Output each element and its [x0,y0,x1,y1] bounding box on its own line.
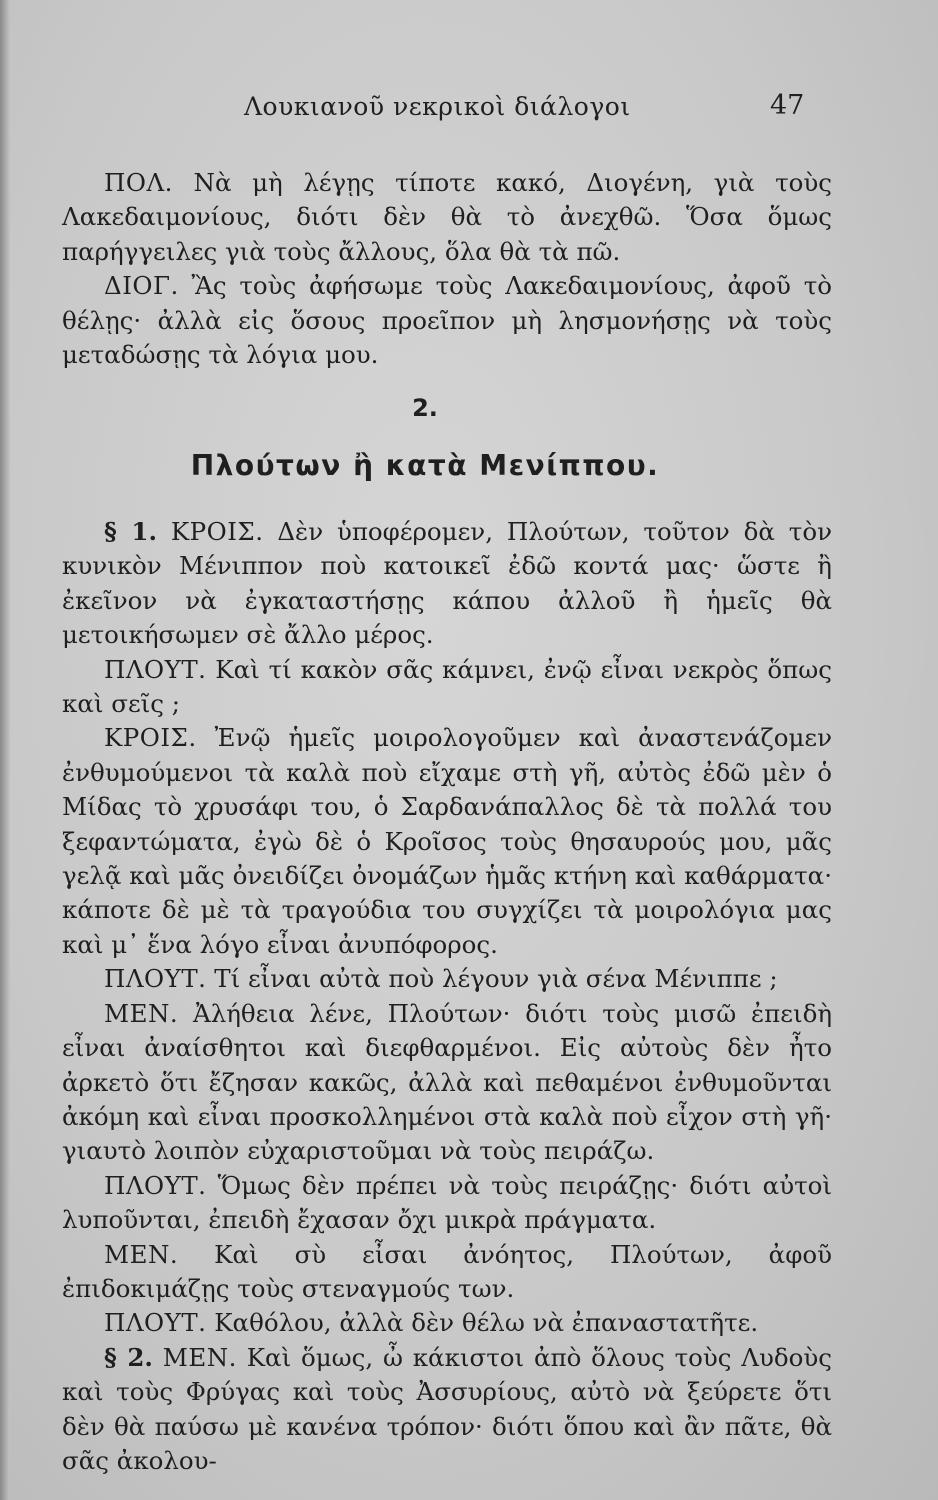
paragraph-text: Ἐνῷ ἡμεῖς μοιρολογοῦμεν καὶ ἀναστενάζομεν ἐνθυμούμενοι τὰ καλὰ ποὺ εἴχαμε στὴ γῆ, αὐτὸς ἐδῶ μὲν ὁ Μίδας τὸ χρυσάφι του, ὁ Σαρδανάπαλλος δὲ τὰ πολλά του ξεφαντώματα, ἐγὼ δὲ ὁ Κροῖσος τοὺς θησαυρούς μου, μᾶς γελᾷ καὶ μᾶς ὀνειδίζει ὀνομάζων ἡμᾶς κτήνη καὶ καθάρματα· κάποτε δὲ μὲ τὰ τραγούδια του συγχίζει τὰ μοιρολόγια μας καὶ μ᾽ ἕνα λόγο εἶναι ἀνυπόφορος. [62,723,832,959]
page-gutter [0,0,10,1500]
paragraph [62,1306,832,1340]
paragraph [62,1341,832,1479]
speaker-label: ΜΕΝ. [104,1239,179,1269]
speaker-label: ΠΟΛ. [104,168,173,197]
paragraph [62,721,832,962]
speaker-label: ΚΡΟΙΣ. [170,517,264,546]
page-number: 47 [770,90,805,121]
paragraph [62,997,832,1169]
paragraph-text: Καθόλου, ἀλλὰ δὲν θέλω νὰ ἐπαναστατῆτε. [206,1308,759,1338]
speaker-label: ΠΛΟΥΤ. [104,1170,207,1200]
paragraph-text: Καὶ σὺ εἶσαι ἀνόητος, Πλούτων, ἀφοῦ ἐπιδοκιμάζῃς τοὺς στεναγμούς των. [62,1239,832,1303]
paragraph-text: Τί εἶναι αὐτὰ ποὺ λέγουν γιὰ σένα Μένιππε ; [206,964,778,994]
running-header [0,92,938,132]
paragraph-text: Ὅμως δὲν πρέπει νὰ τοὺς πειράζῃς· διότι αὐτοὶ λυποῦνται, ἐπειδὴ ἔχασαν ὄχι μικρὰ πράγματα. [62,1170,832,1235]
paragraph-text: Δὲν ὑποφέρομεν, Πλούτων, τοῦτον δὰ τὸν κυνικὸν Μένιππον ποὺ κατοικεῖ ἐδῶ κοντά μας· ὥστε ἢ ἐκεῖνον νὰ ἐγκαταστήσῃς κάπου ἀλλοῦ ἢ ἡμεῖς θὰ μετοικήσωμεν σὲ ἄλλο μέρος. [62,517,833,650]
paragraph [62,1238,832,1307]
dialogue-block-current [62,515,832,1478]
paragraph [62,269,832,372]
speaker-label: ΠΛΟΥΤ. [104,964,207,994]
paragraph-text: Νὰ μὴ λέγῃς τίποτε κακό, Διογένη, γιὰ τοὺς Λακεδαιμονίους, διότι δὲν θὰ τὸ ἀνεχθῶ. Ὅσα ὅμως παρήγγειλες γιὰ τοὺς ἄλλους, ὅλα θὰ τὰ πῶ. [62,168,832,266]
section-marker: § 2. [104,1342,153,1372]
paragraph-text: Καὶ τί κακὸν σᾶς κάμνει, ἐνῷ εἶναι νεκρὸς ὅπως καὶ σεῖς ; [62,654,832,719]
paragraph-text: Ἀλήθεια λένε, Πλούτων· διότι τοὺς μισῶ ἐπειδὴ εἶναι ἀναίσθητοι καὶ διεφθαρμένοι. Εἰς αὐτοὺς δὲν ἦτο ἀρκετὸ ὅτι ἔζησαν κακῶς, ἀλλὰ καὶ πεθαμένοι ἐνθυμοῦνται ἀκόμη καὶ εἶναι προσκολλημένοι στὰ καλὰ ποὺ εἶχον στὴ γῆ· γιαυτὸ λοιπὸν εὐχαριστοῦμαι νὰ τοὺς πειράζω. [62,998,832,1166]
paragraph [62,1169,832,1238]
speaker-label: ΜΕΝ. [162,1342,237,1372]
running-title: Λουκιανοῦ νεκρικοὶ διάλογοι [244,92,631,121]
paragraph-text: Ἂς τοὺς ἀφήσωμε τοὺς Λακεδαιμονίους, ἀφοῦ τὸ θέλῃς· ἀλλὰ εἰς ὅσους προεῖπον μὴ λησμονήσῃς νὰ τοὺς μεταδώσῃς τὰ λόγια μου. [62,271,832,370]
paragraph [62,962,832,996]
paragraph [62,515,832,653]
speaker-label: ΚΡΟΙΣ. [104,723,197,753]
paragraph [62,166,832,269]
dialogue-block-previous [62,166,832,372]
speaker-label: ΠΛΟΥΤ. [104,654,207,684]
speaker-label: ΔΙΟΓ. [104,271,179,301]
section-marker: § 1. [104,517,157,546]
speaker-label: ΜΕΝ. [104,998,179,1028]
paragraph [62,653,832,722]
paragraph-text: Καὶ ὅμως, ὦ κάκιστοι ἀπὸ ὅλους τοὺς Λυδοὺς καὶ τοὺς Φρύγας καὶ τοὺς Ἀσσυρίους, αὐτὸ νὰ ξεύρετε ὅτι δὲν θὰ παύσω μὲ κανένα τρόπον· διότι ὅπου καὶ ἂν πᾶτε, θὰ σᾶς ἀκολου- [62,1342,833,1475]
section-number: 2. [412,394,438,422]
speaker-label: ΠΛΟΥΤ. [104,1308,207,1338]
section-title: Πλούτων ἢ κατὰ Μενίππου. [190,449,660,482]
